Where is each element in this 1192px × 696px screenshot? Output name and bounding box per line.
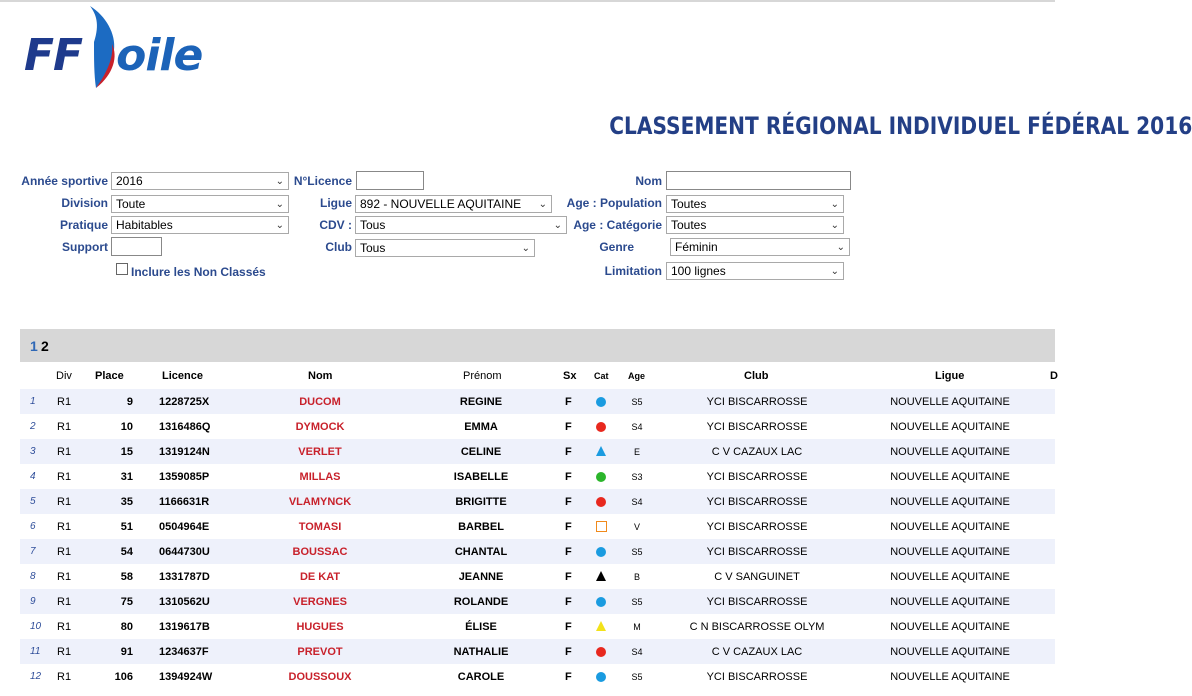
row-place: 80 bbox=[120, 621, 133, 633]
row-sx: F bbox=[565, 621, 572, 633]
row-sx: F bbox=[565, 546, 572, 558]
row-div: R1 bbox=[57, 421, 72, 433]
category-circle-icon bbox=[596, 472, 606, 482]
row-place: 9 bbox=[126, 396, 133, 408]
row-number: 1 bbox=[30, 396, 36, 407]
row-licence: 0504964E bbox=[159, 521, 210, 533]
col-div[interactable]: Div bbox=[56, 370, 72, 382]
row-sx: F bbox=[565, 571, 572, 583]
category-triangle-icon bbox=[596, 571, 606, 581]
logo-oile: oile bbox=[116, 30, 203, 81]
chevron-down-icon: ⌄ bbox=[538, 199, 547, 210]
chevron-down-icon: ⌄ bbox=[830, 199, 839, 210]
table-row[interactable]: 8 R1 58 1331787D DE KAT JEANNE F B C V SANGUINET NOUVELLE AQUITAINE bbox=[20, 564, 1055, 589]
limitation-select[interactable] bbox=[666, 262, 844, 280]
category-triangle-icon bbox=[596, 621, 606, 631]
table-row[interactable]: 3 R1 15 1319124N VERLET CELINE F E C V CAZAUX LAC NOUVELLE AQUITAINE bbox=[20, 439, 1055, 464]
row-number: 7 bbox=[30, 546, 36, 557]
row-place: 35 bbox=[120, 496, 133, 508]
ffvoile-logo[interactable] bbox=[22, 4, 232, 94]
chevron-down-icon: ⌄ bbox=[553, 220, 562, 231]
chevron-down-icon: ⌄ bbox=[275, 220, 284, 231]
row-place: 10 bbox=[120, 421, 133, 433]
cdv-value: Tous bbox=[360, 218, 386, 232]
row-div: R1 bbox=[57, 496, 72, 508]
col-prenom[interactable]: Prénom bbox=[463, 370, 502, 382]
row-number: 5 bbox=[30, 496, 36, 507]
row-licence: 0644730U bbox=[159, 546, 210, 558]
col-sx[interactable]: Sx bbox=[563, 370, 577, 382]
chevron-down-icon: ⌄ bbox=[275, 199, 284, 210]
row-div: R1 bbox=[57, 471, 72, 483]
category-circle-icon bbox=[596, 397, 606, 407]
row-number: 9 bbox=[30, 596, 36, 607]
genre-label: Genre bbox=[599, 240, 634, 254]
row-licence: 1359085P bbox=[159, 471, 210, 483]
row-div: R1 bbox=[57, 621, 72, 633]
row-licence: 1228725X bbox=[159, 396, 210, 408]
row-div: R1 bbox=[57, 521, 72, 533]
division-label: Division bbox=[61, 196, 108, 210]
category-circle-icon bbox=[596, 597, 606, 607]
row-div: R1 bbox=[57, 396, 72, 408]
chevron-down-icon: ⌄ bbox=[836, 242, 845, 253]
row-div: R1 bbox=[57, 671, 72, 683]
row-licence: 1316486Q bbox=[159, 421, 211, 433]
row-sx: F bbox=[565, 596, 572, 608]
table-row[interactable]: 1 R1 9 1228725X DUCOM REGINE F S5 YCI BISCARROSSE NOUVELLE AQUITAINE bbox=[20, 389, 1055, 414]
row-number: 2 bbox=[30, 421, 36, 432]
category-square-icon bbox=[596, 521, 607, 532]
ligue-value: 892 - NOUVELLE AQUITAINE bbox=[360, 197, 522, 211]
table-row[interactable]: 7 R1 54 0644730U BOUSSAC CHANTAL F S5 YCI BISCARROSSE NOUVELLE AQUITAINE bbox=[20, 539, 1055, 564]
row-sx: F bbox=[565, 671, 572, 683]
row-number: 3 bbox=[30, 446, 36, 457]
chevron-down-icon: ⌄ bbox=[830, 266, 839, 277]
row-sx: F bbox=[565, 496, 572, 508]
category-circle-icon bbox=[596, 422, 606, 432]
row-div: R1 bbox=[57, 596, 72, 608]
category-circle-icon bbox=[596, 497, 606, 507]
pratique-select[interactable] bbox=[111, 216, 289, 234]
row-licence: 1394924W bbox=[159, 671, 213, 683]
page-title: CLASSEMENT RÉGIONAL INDIVIDUEL FÉDÉRAL 2016 bbox=[609, 112, 1192, 140]
genre-value: Féminin bbox=[675, 240, 718, 254]
club-select[interactable] bbox=[355, 239, 535, 257]
inclure-non-classes-checkbox[interactable] bbox=[116, 263, 128, 275]
row-place: 58 bbox=[120, 571, 133, 583]
row-sx: F bbox=[565, 471, 572, 483]
chevron-down-icon: ⌄ bbox=[830, 220, 839, 231]
row-place: 106 bbox=[114, 671, 133, 683]
row-place: 51 bbox=[120, 521, 133, 533]
annee-select[interactable] bbox=[111, 172, 289, 190]
table-row[interactable]: 9 R1 75 1310562U VERGNES ROLANDE F S5 YCI BISCARROSSE NOUVELLE AQUITAINE bbox=[20, 589, 1055, 614]
pratique-value: Habitables bbox=[116, 218, 173, 232]
col-ligue[interactable]: Ligue bbox=[935, 370, 965, 382]
col-age[interactable]: Age bbox=[628, 371, 646, 381]
annee-label: Année sportive bbox=[21, 174, 108, 188]
table-header bbox=[20, 366, 1058, 388]
pager-bar bbox=[20, 329, 1055, 362]
category-circle-icon bbox=[596, 672, 606, 682]
nom-label: Nom bbox=[635, 174, 662, 188]
row-div: R1 bbox=[57, 571, 72, 583]
age-categorie-value: Toutes bbox=[671, 218, 707, 232]
age-population-label: Age : Population bbox=[566, 196, 662, 210]
table-row[interactable]: 6 R1 51 0504964E TOMASI BARBEL F V YCI BISCARROSSE NOUVELLE AQUITAINE bbox=[20, 514, 1055, 539]
page-2-current[interactable]: 2 bbox=[41, 338, 49, 354]
table-row[interactable]: 2 R1 10 1316486Q DYMOCK EMMA F S4 YCI BISCARROSSE NOUVELLE AQUITAINE bbox=[20, 414, 1055, 439]
row-licence: 1234637F bbox=[159, 646, 209, 658]
col-extra[interactable]: D bbox=[1050, 370, 1058, 382]
row-number: 10 bbox=[30, 621, 42, 632]
row-place: 54 bbox=[120, 546, 133, 558]
table-row[interactable]: 4 R1 31 1359085P MILLAS ISABELLE F S3 YCI BISCARROSSE NOUVELLE AQUITAINE bbox=[20, 464, 1055, 489]
category-circle-icon bbox=[596, 547, 606, 557]
col-place[interactable]: Place bbox=[95, 370, 124, 382]
category-triangle-icon bbox=[596, 446, 606, 456]
col-licence[interactable]: Licence bbox=[162, 370, 203, 382]
chevron-down-icon: ⌄ bbox=[521, 243, 530, 254]
row-number: 11 bbox=[30, 646, 41, 657]
row-licence: 1310562U bbox=[159, 596, 210, 608]
licence-input[interactable] bbox=[356, 171, 424, 190]
col-club[interactable]: Club bbox=[744, 370, 769, 382]
row-sx: F bbox=[565, 646, 572, 658]
col-nom[interactable]: Nom bbox=[308, 370, 333, 382]
cdv-label: CDV : bbox=[319, 218, 352, 232]
row-place: 75 bbox=[120, 596, 133, 608]
row-sx: F bbox=[565, 396, 572, 408]
table-row[interactable]: 10 R1 80 1319617B HUGUES ÉLISE F M C N BISCARROSSE OLYM NOUVELLE AQUITAINE bbox=[20, 614, 1055, 639]
row-licence: 1319124N bbox=[159, 446, 210, 458]
support-label: Support bbox=[62, 240, 108, 254]
chevron-down-icon: ⌄ bbox=[275, 176, 284, 187]
age-categorie-label: Age : Catégorie bbox=[573, 218, 662, 232]
row-div: R1 bbox=[57, 546, 72, 558]
category-circle-icon bbox=[596, 647, 606, 657]
limitation-value: 100 lignes bbox=[671, 264, 726, 278]
row-number: 4 bbox=[30, 471, 36, 482]
col-cat[interactable]: Cat bbox=[594, 371, 609, 381]
row-number: 8 bbox=[30, 571, 36, 582]
age-population-value: Toutes bbox=[671, 197, 707, 211]
club-label: Club bbox=[325, 240, 352, 254]
ligue-select[interactable] bbox=[355, 195, 552, 213]
row-place: 15 bbox=[120, 446, 133, 458]
cdv-select[interactable] bbox=[355, 216, 567, 234]
nom-input[interactable] bbox=[666, 171, 851, 190]
limitation-label: Limitation bbox=[604, 264, 662, 278]
table-row[interactable]: 12 R1 106 1394924W DOUSSOUX CAROLE F S5 YCI BISCARROSSE NOUVELLE AQUITAINE bbox=[20, 664, 1055, 689]
inclure-non-classes-label: Inclure les Non Classés bbox=[131, 265, 266, 279]
genre-select[interactable] bbox=[670, 238, 850, 256]
row-licence: 1319617B bbox=[159, 621, 210, 633]
annee-value: 2016 bbox=[116, 174, 143, 188]
logo-wordmark bbox=[24, 30, 202, 81]
row-div: R1 bbox=[57, 446, 72, 458]
licence-label: N°Licence bbox=[293, 174, 352, 188]
age-categorie-select[interactable] bbox=[666, 216, 844, 234]
top-border bbox=[0, 0, 1055, 2]
age-population-select[interactable] bbox=[666, 195, 844, 213]
row-licence: 1166631R bbox=[159, 496, 210, 508]
logo-ff: FF bbox=[24, 30, 83, 81]
division-value: Toute bbox=[116, 197, 146, 211]
row-licence: 1331787D bbox=[159, 571, 210, 583]
pratique-label: Pratique bbox=[59, 218, 108, 232]
division-select[interactable] bbox=[111, 195, 289, 213]
row-sx: F bbox=[565, 421, 572, 433]
row-div: R1 bbox=[57, 646, 72, 658]
row-number: 6 bbox=[30, 521, 36, 532]
support-input[interactable] bbox=[111, 237, 162, 256]
table-row[interactable]: 5 R1 35 1166631R VLAMYNCK BRIGITTE F S4 YCI BISCARROSSE NOUVELLE AQUITAINE bbox=[20, 489, 1055, 514]
row-sx: F bbox=[565, 521, 572, 533]
table-row[interactable]: 11 R1 91 1234637F PREVOT NATHALIE F S4 C V CAZAUX LAC NOUVELLE AQUITAINE bbox=[20, 639, 1055, 664]
row-sx: F bbox=[565, 446, 572, 458]
ligue-label: Ligue bbox=[320, 196, 352, 210]
row-place: 31 bbox=[120, 471, 133, 483]
club-value: Tous bbox=[360, 241, 386, 255]
row-number: 12 bbox=[30, 671, 42, 682]
page-1-link[interactable]: 1 bbox=[30, 338, 38, 354]
row-place: 91 bbox=[120, 646, 133, 658]
